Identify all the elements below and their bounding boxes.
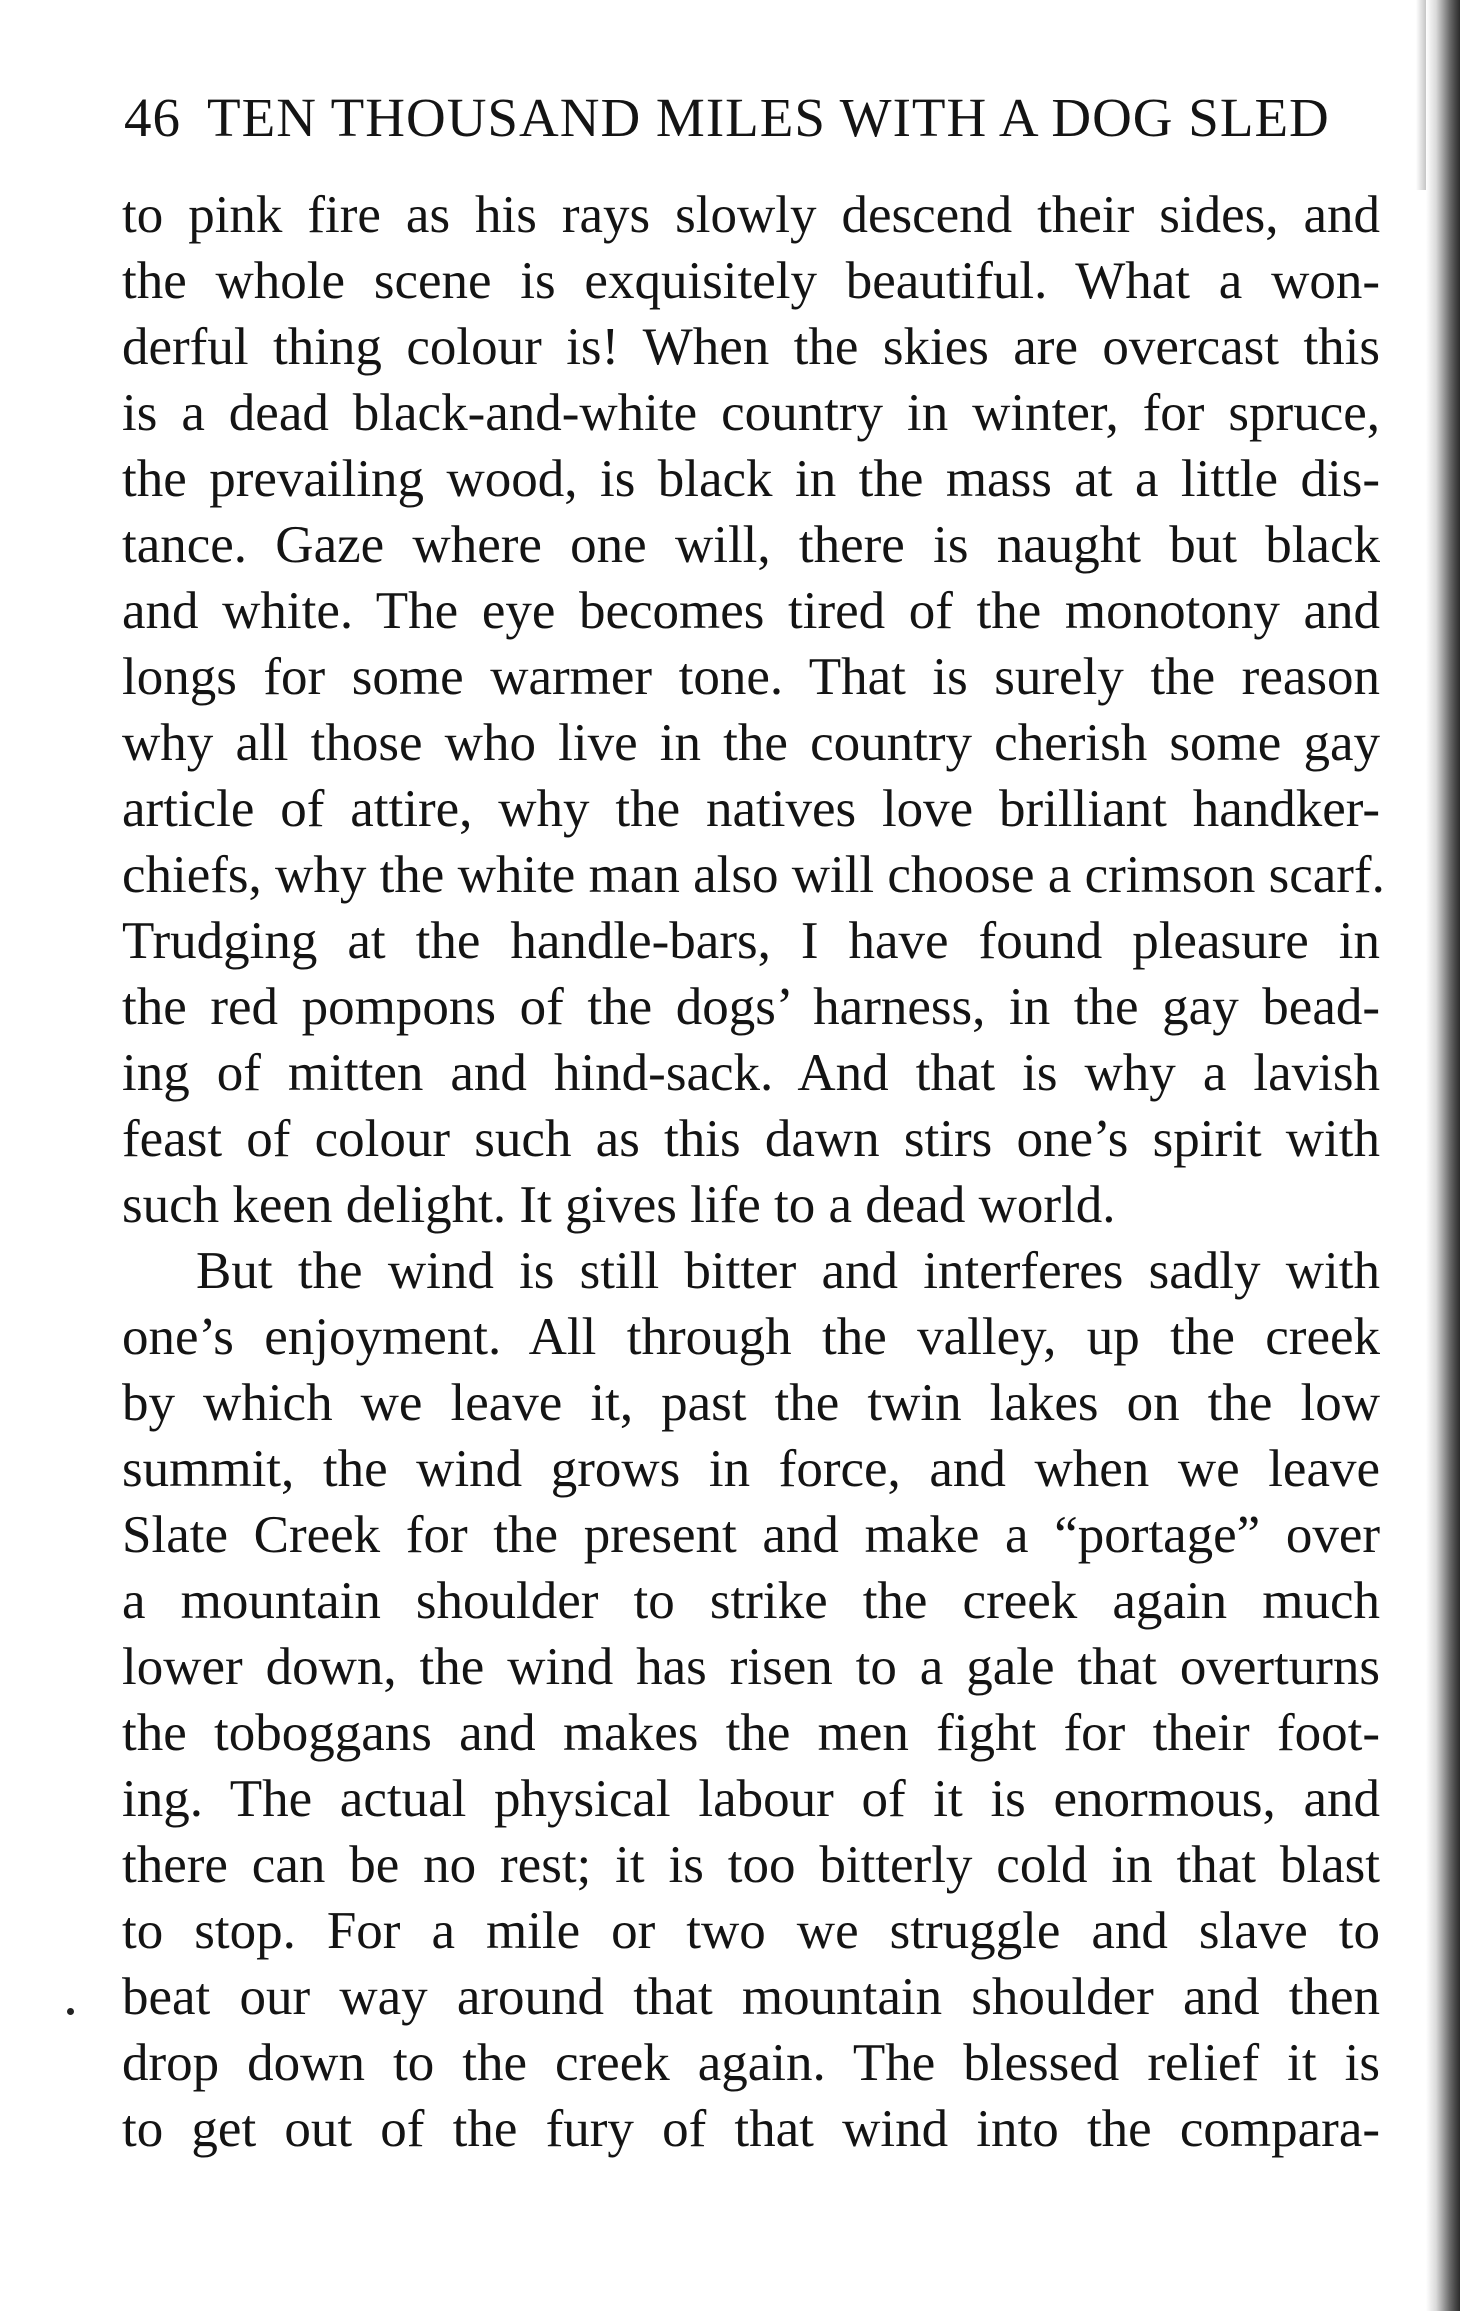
text-line: is a dead black-and-white country in winter, for spruce, [122,384,1380,442]
text-line: tance. Gaze where one will, there is naught but black [122,516,1380,574]
text-line: chiefs, why the white man also will choose a crimson scarf. [122,846,1385,904]
text-line: and white. The eye becomes tired of the monotony and [122,582,1380,640]
text-line: ing. The actual physical labour of it is enormous, and [122,1770,1380,1828]
running-title: TEN THOUSAND MILES WITH A DOG SLED [207,87,1330,148]
text-line: there can be no rest; it is too bitterly cold in that blast [122,1836,1380,1894]
page-gutter-shadow [1426,0,1460,2311]
text-line: longs for some warmer tone. That is surely the reason [122,648,1380,706]
text-line: summit, the wind grows in force, and when we leave [122,1440,1380,1498]
text-line: a mountain shoulder to strike the creek again much [122,1572,1380,1630]
text-line: Trudging at the handle-bars, I have found pleasure in [122,912,1380,970]
page-number: 46 [124,87,181,148]
text-line: why all those who live in the country cherish some gay [122,714,1380,772]
text-line: the prevailing wood, is black in the mass at a little dis- [122,450,1380,508]
text-line: derful thing colour is! When the skies are overcast this [122,318,1380,376]
ink-speck [67,2008,74,2015]
text-line: feast of colour such as this dawn stirs one’s spirit with [122,1110,1380,1168]
running-header [124,78,1330,158]
text-line: to get out of the fury of that wind into the compara- [122,2100,1380,2158]
text-line: drop down to the creek again. The blessed relief it is [122,2034,1380,2092]
text-line: by which we leave it, past the twin lakes on the low [122,1374,1380,1432]
text-line: one’s enjoyment. All through the valley, up the creek [122,1308,1380,1366]
text-line: the whole scene is exquisitely beautiful. What a won- [122,252,1380,310]
text-line: to stop. For a mile or two we struggle and slave to [122,1902,1380,1960]
paragraph-end-line: such keen delight. It gives life to a dead world. [122,1176,1116,1234]
body-text [122,182,1385,2162]
text-line: ing of mitten and hind-sack. And that is why a lavish [122,1044,1380,1102]
text-line: the red pompons of the dogs’ harness, in the gay bead- [122,978,1380,1036]
paragraph-start-line: But the wind is still bitter and interferes sadly with [196,1242,1380,1300]
text-line: beat our way around that mountain shoulder and then [122,1968,1380,2026]
text-line: article of attire, why the natives love brilliant handker- [122,780,1380,838]
text-line: lower down, the wind has risen to a gale that overturns [122,1638,1380,1696]
text-line: to pink fire as his rays slowly descend their sides, and [122,186,1380,244]
text-line: Slate Creek for the present and make a “portage” over [122,1506,1380,1564]
text-line: the toboggans and makes the men fight for their foot- [122,1704,1380,1762]
